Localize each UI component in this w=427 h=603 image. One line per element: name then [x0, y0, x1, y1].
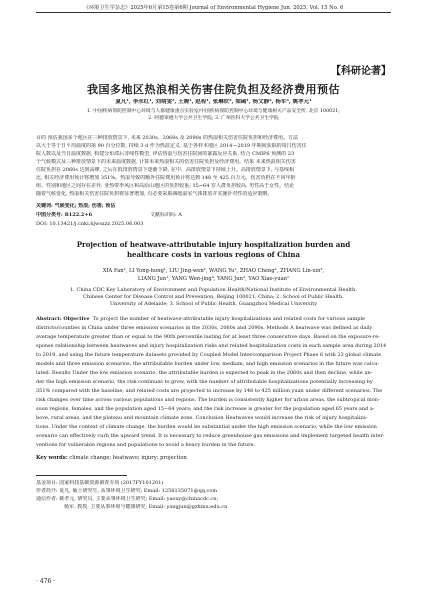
- footnote-author-bio: 作者简介: 夏凡, 硕士研究生, 从事环境卫生研究; Email: 1258135071@qq.com: [36, 488, 218, 494]
- english-abstract-line: To project the number of heatwave-attributable injury hospitalizations and related costs for various sample: [92, 316, 366, 322]
- chinese-abstract-line: 随着气候变化, 热浪相关伤害住院负担将显著增加, 有必要采取减缓温室气体排放并实施针对性的适应策略。: [36, 191, 273, 197]
- english-title-line-1: Projection of heatwave-attributable injury hospitalization burden and: [76, 240, 351, 249]
- english-affiliation-2: Chinese Center for Disease Control and Prevention, Beijing 100021, China; 2. School of Public Health,: [83, 294, 344, 300]
- chinese-title: 我国多地区热浪相关伤害住院负担及经济费用预估: [87, 83, 340, 96]
- english-abstract-line: scenario can effectively curb the upward trend. It is necessary to reduce greenhouse gas emissions and implement targeted health inter-: [36, 433, 385, 439]
- english-abstract-line: average temperature greater than or equal to the 90th percentile lasting for at least three consecutive days. Based on the exposure-re-: [36, 334, 380, 340]
- english-keywords: [36, 455, 391, 462]
- chinese-affiliation-2: 2. 阿德莱德大学公共卫生学院; 3. 广州医科大学公共卫生学院: [148, 116, 279, 121]
- footnote-corresponding-2: 杨军, 教授, 主要从事环境与健康研究; Email: yangjun@gzhmu.edu.cn: [64, 504, 228, 510]
- footnote-rule: [36, 475, 127, 476]
- clc-number: 中图分类号: R122.2+6: [36, 212, 93, 218]
- section-tag: 【科研论著】: [331, 66, 391, 77]
- chinese-abstract-line: 目的 预估我国多个地区在三种排放情景下, 未来 2030s、2060s 及 2090s 的热浪相关伤害住院负担和经济费用。方法: [36, 135, 299, 141]
- chinese-abstract-line: 院人数以及当日温度数据, 构建分布滞后非线性模型, 评估热浪与伤害住院间的暴露反应关系, 结合 CMIP6 预测的 23: [36, 151, 295, 157]
- doi: DOI: 10.13421/j.cnki.hjwsxzz.2025.06.003: [36, 221, 144, 227]
- english-abstract-line: sponse relationship between heatwaves and injury hospitalization risks and related hospitalization costs in each sample area during 2014: [36, 343, 387, 349]
- page-number: · 476 ·: [36, 578, 56, 585]
- document-code: 文献标识码: A: [150, 212, 182, 218]
- english-title-line-2: healthcare costs in various regions of China: [126, 250, 301, 259]
- chinese-authors: 夏凡¹, 李永红¹, 刘靖雯², 王婉¹, 赵程¹, 张琳钦², 梁碣¹, 杨文静³, 杨军³, 姚孝元¹: [115, 99, 312, 105]
- chinese-keywords: 关键词: 气候变化; 热浪; 伤害; 预估: [36, 203, 116, 209]
- abstract-label: Abstract: Objective: [36, 316, 90, 322]
- chinese-abstract-line: 比, 相关经济费用预计将增加 351%。热浪导致的额外住院费用预计将达到 148 至 425 百万元。伤害负担在不同年龄: [36, 175, 296, 181]
- english-abstract-line: districts/counties in China under three emission scenarios in the 2030s, 2060s and 2090s. Methods A heatwave was defined as daily: [36, 325, 373, 331]
- chinese-abstract-line: 个气候模式及三种排放情景下的未来温度数据, 计算未来热浪相关的伤害住院负担及经济费用。结果 未来热浪相关伤害: [36, 159, 296, 165]
- english-abstract-line: 351% compared with the baseline; and related costs are projected to increase by 148 to 425 million yuan under different scenarios. The: [36, 388, 383, 394]
- english-abstract-line: to 2019, and using the future temperature datasets provided by Coupled Model Intercomparison Project Phase 6 with 23 global climate: [36, 352, 382, 358]
- english-affiliation-1: 1. China CDC Key Laboratory of Environment and Population Health/National Institute of Environmental Health,: [70, 287, 357, 293]
- english-abstract-line: der the high emission scenario, the risk continues to grow, with the number of attributable hospitalizations potentially increasing by: [36, 379, 373, 385]
- chinese-affiliation-1: 1. 中国疾病预防控制中心环境与人群健康重点实验室/中国疾病预防控制中心环境与健康相关产品安全所, 北京 100021;: [87, 109, 340, 114]
- english-abstract-line: ventions for vulnerable regions and populations to avoid a heavy burden in the future.: [36, 442, 256, 448]
- english-abstract-line: soon regions, females, and the population aged 15−64 years; and the risk increase is greater for the population aged 65 years and a-: [36, 406, 375, 412]
- chinese-abstract-line: 组、性别和地区之间存在差异, 亚热带季风区和高原山地区的负担较重; 15~64 岁人群负担较高, 男性高于女性。结论: [36, 183, 295, 189]
- english-abstract-line: risk changes over time across various populations and regions. The burden is consistently higher for urban areas, the subtropical mon-: [36, 397, 380, 403]
- header-rule: [36, 12, 391, 13]
- chinese-abstract-line: 住院负担在 2060s 达到高峰, 之后在低排放情景下逐渐下降, 在中、高排放情景下持续上升。高排放情景下, 与基线相: [36, 167, 295, 173]
- english-affiliation-3: University of Adelaide; 3. School of Public Health, Guangzhou Medical University: [109, 301, 318, 307]
- chinese-abstract-line: 以大于等于日平均温度的第 90 百分位数, 持续 3 d 作为热浪定义, 基于各样本地区 2014—2019 年期间获取的每日伤害住: [36, 143, 307, 149]
- running-header: 《环境卫生学杂志》2025年6月第15卷第6期 Journal of Environmental Hygiene Jun. 2025, Vol. 15 No. 6: [83, 5, 344, 11]
- english-authors-line-2: LIANG Jun¹, YANG Wen-jing³, YANG Jun³, YAO Xiao-yuan¹: [137, 276, 290, 282]
- footnote-corresponding: 通信作者: 姚孝元, 研究员, 主要从事环境卫生研究; Email: yaoxy@chinacdc.cn;: [36, 496, 219, 502]
- footnote-funding: 基金项目: 国家科技基础资源调查专项 (2017FY101201): [36, 480, 164, 486]
- keywords-label: Key words:: [36, 455, 68, 461]
- english-abstract-line: lated. Results Under the low emission scenario, the attributable burden is expected to peak in the 2060s and then decline, while un-: [36, 370, 373, 376]
- english-abstract-line: bove, rural areas, and the plateau and mountain climate zone. Conclusion Heatwaves would increase the risk of injury hospitaliza-: [36, 415, 368, 421]
- english-authors-line-1: XIA Fan¹, LI Yong-hong¹, LIU Jing-wen², WANG Yu¹, ZHAO Cheng¹, ZHANG Lin-xin²,: [102, 268, 325, 274]
- keywords-text: climate change; heatwave; injury; projection: [69, 455, 187, 461]
- english-abstract-line: tions. Under the context of climate change, the burden would be substantial under the high emission scenario, while the low emission: [36, 424, 377, 430]
- english-abstract-line: models and three emission scenarios, the attributable burden under low, medium, and high emission scenarios in the future was calcu-: [36, 361, 380, 367]
